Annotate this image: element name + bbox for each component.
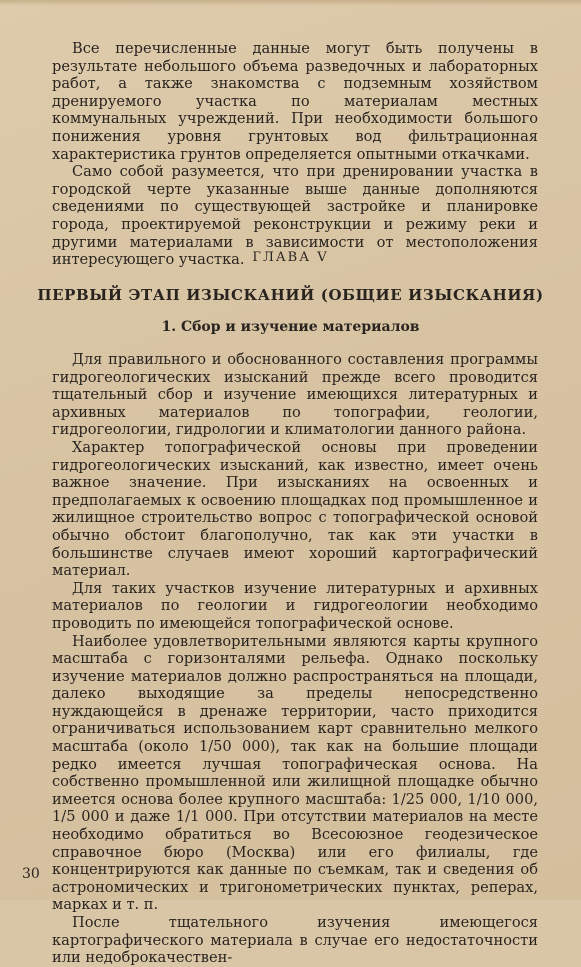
chapter-title: ПЕРВЫЙ ЭТАП ИЗЫСКАНИЙ (ОБЩИЕ ИЗЫСКАНИЯ): [37, 286, 544, 304]
chapter-label: ГЛАВА V: [252, 250, 329, 265]
paragraph: Само собой разумеется, что при дренировании участка в городской черте указанные выше данные дополняются сведениями по существующей застройке и планировке города, проектируемой реконструкции и режиму реки и другими материалами в зависимости от местоположения интересующего участка.: [52, 163, 538, 269]
section-title: 1. Сбор и изучение материалов: [161, 319, 420, 335]
page-shadow: [0, 0, 581, 6]
page-number: 30: [22, 866, 40, 882]
paragraph: Характер топографической основы при проведении гидрогеологических изысканий, как известно, имеет очень важное значение. При изысканиях на освоенных и предполагаемых к освоению площадках под промышленное и жилищное строительство вопрос с топографической основой обычно обстоит благополучно, так как эти участки в большинстве случаев имеют хороший картографический материал.: [52, 438, 538, 580]
body-text: [52, 351, 538, 967]
intro-text: [52, 40, 538, 269]
paragraph: Для таких участков изучение литературных и архивных материалов по геологии и гидрогеологии необходимо проводить по имеющейся топографической основе.: [52, 579, 538, 632]
paragraph: Наиболее удовлетворительными являются карты крупного масштаба с горизонталями рельефа. Однако поскольку изучение материалов должно распространяться на площади, далеко выходящие за пределы непосредственно нуждающейся в дренаже территории, часто приходится ограничиваться использованием карт сравнительно мелкого масштаба (около 1/50 000), так как на большие площади редко имеется лучшая топографическая основа. На собственно промышленной или жилищной площадке обычно имеется основа более крупного масштаба: 1/25 000, 1/10 000, 1/5 000 и даже 1/1 000. При отсутствии материалов на месте необходимо обратиться во Всесоюзное геодезическое справочное бюро (Москва) или его филиалы, где концентрируются как данные по съемкам, так и сведения об астрономических и тригонометрических пунктах, реперах, марках и т. п.: [52, 632, 538, 914]
paragraph: Для правильного и обоснованного составления программы гидрогеологических изысканий прежде всего проводится тщательный сбор и изучение имеющихся литературных и архивных материалов по топографии, геологии, гидрогеологии, гидрологии и климатологии данного района.: [52, 351, 538, 439]
paragraph: Все перечисленные данные могут быть получены в результате небольшого объема разведочных и лабораторных работ, а также знакомства с подземным хозяйством дренируемого участка по материалам местных коммунальных учреждений. При необходимости большого понижения уровня грунтовых вод фильтрационная характеристика грунтов определяется опытными откачками.: [52, 40, 538, 163]
paragraph: После тщательного изучения имеющегося картографического материала в случае его недостаточности или недоброкачествен-: [52, 914, 538, 967]
